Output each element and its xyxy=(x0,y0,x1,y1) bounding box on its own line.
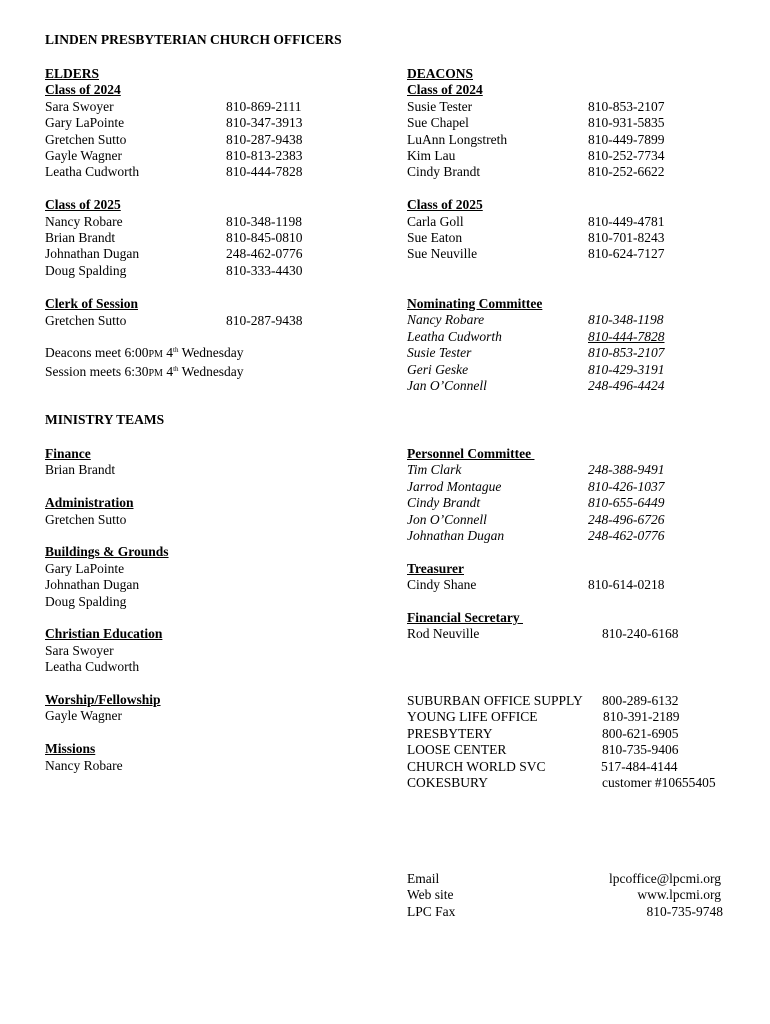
elder-phone: 810-444-7828 xyxy=(226,164,303,180)
ministry-teams-section xyxy=(45,446,345,774)
contact-value: 800-621-6905 xyxy=(602,725,679,741)
ministry-teams-heading: MINISTRY TEAMS xyxy=(45,412,165,427)
elder-phone: 810-845-0810 xyxy=(226,229,303,245)
team-member: Leatha Cudworth xyxy=(45,659,140,675)
deacon-name: Susie Tester xyxy=(407,98,473,114)
worship-fellowship-label: Worship/Fellowship xyxy=(45,692,161,708)
committee-member-name: Jarrod Montague xyxy=(407,478,502,494)
contact-name: LOOSE CENTER xyxy=(407,742,507,758)
nominating-committee-section xyxy=(407,296,737,394)
committee-member-name: Cindy Brandt xyxy=(407,495,481,511)
nominating-committee-label: Nominating Committee xyxy=(407,296,543,311)
elder-name: Doug Spalding xyxy=(45,262,127,278)
contact-value: 517-484-4144 xyxy=(601,758,678,774)
treasurer-label: Treasurer xyxy=(407,560,464,576)
committee-member-name: Johnathan Dugan xyxy=(407,527,505,543)
elder-name: Gary LaPointe xyxy=(45,115,125,131)
deacon-phone: 810-624-7127 xyxy=(588,246,665,262)
committee-row xyxy=(407,462,737,478)
elder-phone: 810-333-4430 xyxy=(226,262,303,278)
contact-row xyxy=(407,759,737,775)
online-label: LPC Fax xyxy=(407,903,456,919)
deacon-name: Sue Neuville xyxy=(407,246,478,262)
contacts-section xyxy=(407,693,737,791)
elder-name: Leatha Cudworth xyxy=(45,164,140,180)
committee-row xyxy=(407,362,737,378)
deacon-row xyxy=(407,214,737,230)
elders-section xyxy=(45,66,345,382)
deacons-heading: DEACONS xyxy=(407,66,474,81)
deacon-phone: 810-853-2107 xyxy=(588,98,665,114)
committee-row xyxy=(407,312,737,328)
elder-phone: 810-347-3913 xyxy=(226,115,303,131)
elder-phone: 248-462-0776 xyxy=(226,246,303,262)
committee-member-phone: 248-496-4424 xyxy=(588,377,665,393)
deacon-phone: 810-252-7734 xyxy=(588,147,665,163)
contact-value: 800-289-6132 xyxy=(602,693,679,708)
online-row xyxy=(407,904,725,920)
deacons-class-2025-label: Class of 2025 xyxy=(407,197,483,213)
deacon-name: Sue Eaton xyxy=(407,229,463,245)
clerk-label: Clerk of Session xyxy=(45,296,139,312)
elder-row xyxy=(45,132,345,148)
committee-row xyxy=(407,528,737,544)
email-address[interactable]: lpcoffice@lpcmi.org xyxy=(608,871,721,886)
administration-label: Administration xyxy=(45,495,134,511)
team-member: Gretchen Sutto xyxy=(45,511,127,527)
financial-secretary-phone: 810-240-6168 xyxy=(602,626,679,642)
deacon-row xyxy=(407,230,737,246)
contact-value: 810-735-9406 xyxy=(602,742,679,758)
committee-member-name: Geri Geske xyxy=(407,361,469,377)
committee-member-phone: 810-444-7828 xyxy=(588,328,665,344)
elder-row xyxy=(45,148,345,164)
team-member: Gayle Wagner xyxy=(45,708,123,724)
clerk-phone: 810-287-9438 xyxy=(226,312,303,328)
personnel-committee-label: Personnel Committee xyxy=(407,446,535,461)
deacon-phone: 810-701-8243 xyxy=(588,229,665,245)
session-meeting-line: Session meets 6:30PM 4th Wednesday xyxy=(45,363,244,379)
deacon-row xyxy=(407,99,737,115)
deacon-name: Sue Chapel xyxy=(407,115,469,131)
missions-label: Missions xyxy=(45,741,96,757)
committee-row xyxy=(407,345,737,361)
committee-member-phone: 810-853-2107 xyxy=(588,345,665,361)
elder-row xyxy=(45,263,345,279)
contact-value: customer #10655405 xyxy=(602,774,716,790)
elder-name: Gretchen Sutto xyxy=(45,131,127,147)
deacons-section xyxy=(407,66,737,263)
committee-member-name: Jan O’Connell xyxy=(407,377,487,393)
contact-name: CHURCH WORLD SVC xyxy=(407,758,546,774)
finance-label: Finance xyxy=(45,446,91,461)
committee-row xyxy=(407,329,737,345)
committee-member-name: Jon O’Connell xyxy=(407,511,487,527)
committee-member-phone: 248-462-0776 xyxy=(588,527,665,543)
elder-phone: 810-287-9438 xyxy=(226,131,303,147)
fax-number: 810-735-9748 xyxy=(646,903,723,919)
deacons-meeting-line: Deacons meet 6:00PM 4th Wednesday xyxy=(45,345,244,361)
committee-member-name: Leatha Cudworth xyxy=(407,328,502,344)
committee-row xyxy=(407,512,737,528)
elder-row xyxy=(45,214,345,230)
contact-name: PRESBYTERY xyxy=(407,725,493,741)
online-contacts-section xyxy=(407,871,725,920)
team-member: Doug Spalding xyxy=(45,593,127,609)
deacon-phone: 810-252-6622 xyxy=(588,164,665,180)
clerk-row xyxy=(45,313,345,329)
committee-row xyxy=(407,378,737,394)
financial-secretary-row xyxy=(407,626,737,642)
team-member: Sara Swoyer xyxy=(45,642,114,658)
christian-education-label: Christian Education xyxy=(45,626,163,642)
elder-row xyxy=(45,99,345,115)
elders-heading: ELDERS xyxy=(45,66,100,81)
deacon-phone: 810-449-4781 xyxy=(588,213,665,229)
treasurer-row xyxy=(407,577,737,593)
contact-row xyxy=(407,742,737,758)
financial-secretary-name: Rod Neuville xyxy=(407,626,480,642)
committee-member-phone: 810-348-1198 xyxy=(588,312,664,328)
deacons-class-2024-label: Class of 2024 xyxy=(407,82,483,98)
online-row xyxy=(407,871,725,887)
committee-member-phone: 810-426-1037 xyxy=(588,478,665,494)
elder-phone: 810-348-1198 xyxy=(226,213,302,229)
committee-member-phone: 248-496-6726 xyxy=(588,511,665,527)
contact-row xyxy=(407,709,737,725)
contact-name: COKESBURY xyxy=(407,774,489,790)
contact-name: YOUNG LIFE OFFICE xyxy=(407,709,538,725)
deacon-name: Kim Lau xyxy=(407,147,456,163)
committee-row xyxy=(407,495,737,511)
elder-phone: 810-813-2383 xyxy=(226,147,303,163)
committee-member-phone: 248-388-9491 xyxy=(588,462,665,478)
contact-value: 810-391-2189 xyxy=(603,709,680,725)
contact-row xyxy=(407,693,737,709)
deacon-phone: 810-931-5835 xyxy=(588,115,665,131)
committee-member-phone: 810-655-6449 xyxy=(588,495,665,511)
buildings-grounds-label: Buildings & Grounds xyxy=(45,544,169,560)
deacon-name: LuAnn Longstreth xyxy=(407,131,508,147)
team-member: Brian Brandt xyxy=(45,462,116,478)
contact-name: SUBURBAN OFFICE SUPPLY xyxy=(407,693,583,708)
team-member: Gary LaPointe xyxy=(45,560,125,576)
team-member: Nancy Robare xyxy=(45,757,123,773)
elder-row xyxy=(45,164,345,180)
page-title: LINDEN PRESBYTERIAN CHURCH OFFICERS xyxy=(45,32,342,47)
online-label: Web site xyxy=(407,887,454,903)
elder-name: Sara Swoyer xyxy=(45,98,114,114)
treasurer-name: Cindy Shane xyxy=(407,577,477,593)
elder-name: Gayle Wagner xyxy=(45,147,123,163)
committee-member-name: Nancy Robare xyxy=(407,312,485,328)
elders-class-2025-label: Class of 2025 xyxy=(45,197,121,213)
elder-row xyxy=(45,230,345,246)
deacon-row xyxy=(407,115,737,131)
deacon-row xyxy=(407,164,737,180)
financial-secretary-label: Financial Secretary xyxy=(407,609,523,625)
website-link[interactable]: www.lpcmi.org xyxy=(637,887,721,903)
elder-name: Johnathan Dugan xyxy=(45,246,140,262)
elders-class-2024-label: Class of 2024 xyxy=(45,82,121,98)
elder-row xyxy=(45,115,345,131)
deacon-phone: 810-449-7899 xyxy=(588,131,665,147)
committee-member-name: Susie Tester xyxy=(407,345,472,361)
deacon-row xyxy=(407,148,737,164)
elder-name: Brian Brandt xyxy=(45,229,116,245)
deacon-name: Carla Goll xyxy=(407,213,464,229)
team-member: Johnathan Dugan xyxy=(45,577,140,593)
committee-member-name: Tim Clark xyxy=(407,462,462,478)
contact-row xyxy=(407,775,737,791)
committee-row xyxy=(407,479,737,495)
elder-row xyxy=(45,246,345,262)
treasurer-phone: 810-614-0218 xyxy=(588,577,665,593)
deacon-row xyxy=(407,246,737,262)
elder-phone: 810-869-2111 xyxy=(226,98,302,114)
personnel-committee-section xyxy=(407,446,737,643)
elder-name: Nancy Robare xyxy=(45,213,123,229)
deacon-row xyxy=(407,132,737,148)
committee-member-phone: 810-429-3191 xyxy=(588,361,665,377)
deacon-name: Cindy Brandt xyxy=(407,164,481,180)
online-row xyxy=(407,887,725,903)
clerk-name: Gretchen Sutto xyxy=(45,312,127,328)
contact-row xyxy=(407,726,737,742)
online-label: Email xyxy=(407,871,440,886)
